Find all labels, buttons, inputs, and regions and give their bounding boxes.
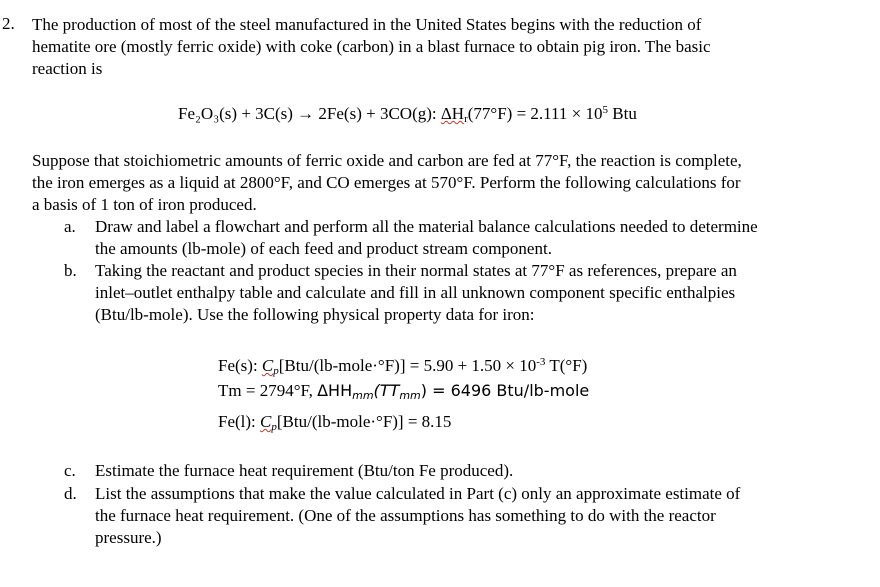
item-text bbox=[95, 460, 513, 482]
item-text bbox=[95, 216, 758, 260]
intro-line: hematite ore (mostly ferric oxide) with coke (carbon) in a blast furnace to obtain pig iron. The basic bbox=[32, 37, 711, 56]
enthalpy-symbol: $\Delta H_r$ bbox=[440, 104, 468, 125]
property-fe-liquid bbox=[218, 412, 451, 433]
problem-intro bbox=[32, 14, 852, 80]
property-melting bbox=[218, 381, 589, 402]
item-label: d. bbox=[64, 484, 77, 503]
property-formula: [Btu/(lb-mole·°F)] = 8.15 bbox=[276, 412, 452, 431]
item-label: b. bbox=[64, 261, 77, 280]
enthalpy-value: (77°F) = 2.111 × 10 bbox=[467, 104, 603, 123]
property-species: Fe(s): bbox=[218, 356, 262, 375]
property-formula: [Btu/(lb-mole·°F)] = 5.90 + 1.50 × 10 bbox=[278, 356, 537, 375]
enthalpy-unit: Btu bbox=[608, 104, 637, 123]
item-text bbox=[95, 483, 740, 549]
cp-symbol: $C_p$ bbox=[260, 412, 277, 433]
problem-number: 2. bbox=[2, 14, 15, 33]
item-line: the furnace heat requirement. (One of the assumptions has something to do with the reactor bbox=[95, 506, 716, 525]
property-tail: T(°F) bbox=[545, 356, 588, 375]
intro-line: reaction is bbox=[32, 59, 103, 78]
item-line: Estimate the furnace heat requirement (Btu/ton Fe produced). bbox=[95, 461, 514, 480]
item-line: List the assumptions that make the value calculated in Part (c) only an approximate estimate of bbox=[95, 484, 741, 503]
item-line: Draw and label a flowchart and perform all the material balance calculations needed to determine bbox=[95, 217, 758, 236]
item-line: the amounts (lb-mole) of each feed and product stream component. bbox=[95, 239, 552, 258]
property-exponent: -3 bbox=[536, 356, 546, 368]
item-line: (Btu/lb-mole). Use the following physical property data for iron: bbox=[95, 305, 535, 324]
enthalpy-exponent: 5 bbox=[602, 104, 609, 116]
body-line: Suppose that stoichiometric amounts of ferric oxide and carbon are fed at 77°F, the reaction is complete, bbox=[32, 151, 742, 170]
melting-temperature: Tm = 2794°F, bbox=[218, 381, 318, 400]
item-line: inlet–outlet enthalpy table and calculate and fill in all unknown component specific enthalpies bbox=[95, 283, 736, 302]
equation-lhs: Fe₂O₃(s) + 3C(s) → 2Fe(s) + 3CO(g): bbox=[178, 104, 437, 123]
item-label: a. bbox=[64, 217, 76, 236]
property-species: Fe(l): bbox=[218, 412, 261, 431]
problem-body bbox=[32, 150, 852, 216]
reaction-equation bbox=[178, 104, 637, 125]
cp-symbol: $C_p$ bbox=[261, 356, 279, 377]
body-line: the iron emerges as a liquid at 2800°F, and CO emerges at 570°F. Perform the following calculations for bbox=[32, 173, 741, 192]
heat-of-melting: $\Delta HH_{mm}(TT_{mm}) = 6496$ Btu/lb-mole bbox=[317, 381, 590, 402]
item-text bbox=[95, 260, 737, 326]
property-fe-solid bbox=[218, 356, 587, 377]
intro-line: The production of most of the steel manufactured in the United States begins with the reduction of bbox=[32, 15, 702, 34]
item-line: pressure.) bbox=[95, 528, 162, 547]
item-label: c. bbox=[64, 461, 76, 480]
item-line: Taking the reactant and product species in their normal states at 77°F as references, prepare an bbox=[95, 261, 737, 280]
body-line: a basis of 1 ton of iron produced. bbox=[32, 195, 257, 214]
